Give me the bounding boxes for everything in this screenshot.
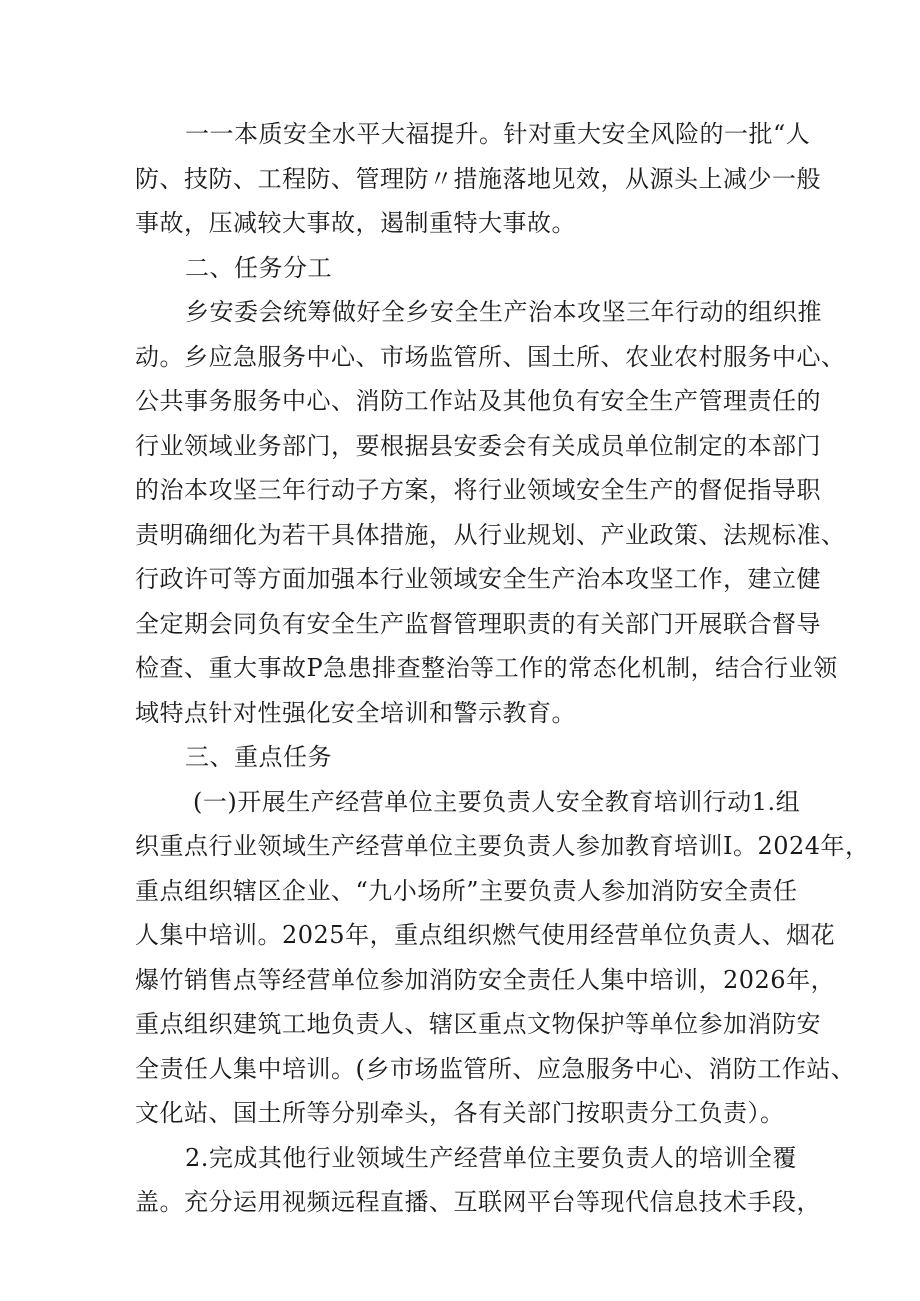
paragraph-line: 重点组织建筑工地负责人、辖区重点文物保护等单位参加消防安 [135, 1010, 821, 1038]
paragraph-line: 2.完成其他行业领域生产经营单位主要负责人的培训全覆 [185, 1143, 797, 1172]
paragraph-line: 责明确细化为若干具体措施，从行业规划、产业政策、法规标准、 [135, 520, 846, 549]
section-heading-task-division: 二、任务分工 [185, 253, 332, 282]
paragraph-line: 行业领域业务部门，要根据县安委会有关成员单位制定的本部门 [135, 431, 821, 460]
document-page [135, 112, 870, 1225]
paragraph-line: 织重点行业领域生产经营单位主要负责人参加教育培训I。2024年， [135, 832, 870, 860]
paragraph-line: 动。乡应急服务中心、市场监管所、国土所、农业农村服务中心、 [135, 342, 846, 371]
paragraph-line: 检查、重大事故P急患排查整治等工作的常态化机制，结合行业领 [135, 654, 838, 682]
paragraph-line: 全定期会同负有安全生产监督管理职责的有关部门开展联合督导 [135, 609, 821, 638]
paragraph-line: 盖。充分运用视频远程直播、互联网平台等现代信息技术手段， [135, 1188, 821, 1216]
paragraph-line: 爆竹销售点等经营单位参加消防安全责任人集中培训，2026年， [135, 965, 836, 994]
paragraph-line: 事故，压减较大事故，遏制重特大事故。 [135, 209, 576, 237]
paragraph-line: 重点组织辖区企业、“九小场所”主要负责人参加消防安全责任 [135, 876, 798, 905]
section-heading-key-tasks: 三、重点任务 [185, 743, 332, 771]
paragraph-line: 文化站、国土所等分别牵头，各有关部门按职责分工负责）。 [135, 1099, 785, 1127]
paragraph-line: 的治本攻坚三年行动子方案，将行业领域安全生产的督促指导职 [135, 476, 821, 504]
paragraph-training-action [135, 780, 870, 1136]
paragraph-line: 域特点针对性强化安全培训和警示教育。 [135, 698, 576, 727]
paragraph-line: 全责任人集中培训。(乡市场监管所、应急服务中心、消防工作站、 [135, 1054, 856, 1083]
paragraph-task-division [135, 290, 846, 735]
paragraph-line: 一一本质安全水平大福提升。针对重大安全风险的一批“人 [185, 120, 811, 148]
paragraph-quality-safety [135, 112, 821, 246]
paragraph-line: (一)开展生产经营单位主要负责人安全教育培训行动1.组 [193, 787, 801, 816]
paragraph-full-coverage [135, 1136, 821, 1225]
paragraph-line: 乡安委会统筹做好全乡安全生产治本攻坚三年行动的组织推 [185, 298, 822, 326]
paragraph-line: 行政许可等方面加强本行业领域安全生产治本攻坚工作，建立健 [135, 565, 821, 593]
paragraph-line: 防、技防、工程防、管理防〃措施落地见效，从源头上减少一般 [135, 164, 821, 193]
paragraph-line: 人集中培训。2025年，重点组织燃气使用经营单位负责人、烟花 [135, 921, 836, 949]
paragraph-line: 公共事务服务中心、消防工作站及其他负有安全生产管理责任的 [135, 387, 821, 415]
